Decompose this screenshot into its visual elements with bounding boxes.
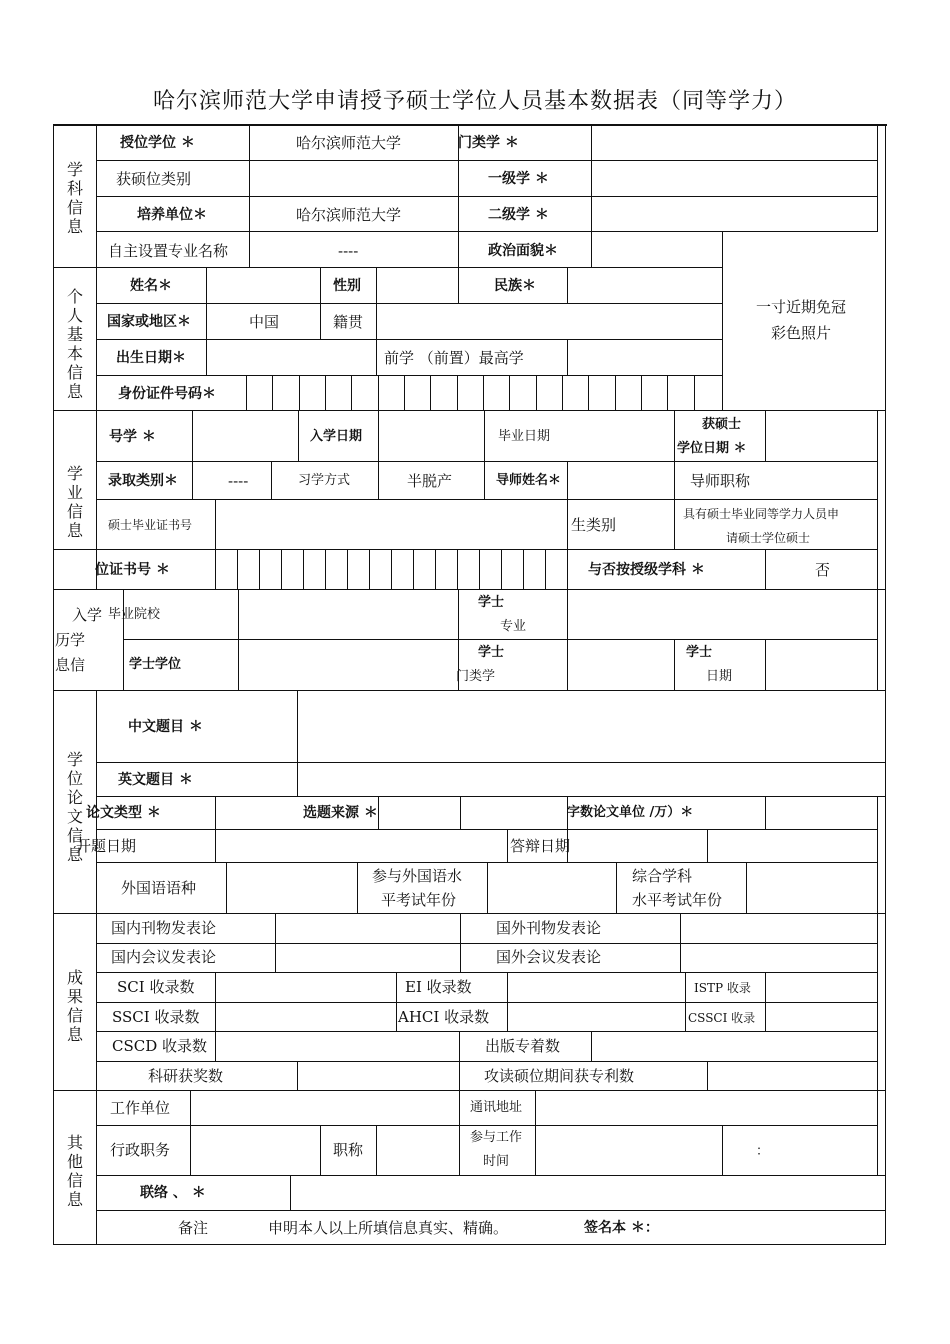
address-label: 通讯地址 [470,1100,523,1115]
photo-placeholder[interactable] [724,294,878,346]
admission-type-value: ---- [228,472,249,490]
work-unit-label: 工作单位 [110,1099,171,1117]
bachelor-degree-label: 学士学位 [129,657,182,672]
books-count-label: 出版专着数 [485,1037,561,1055]
section-edu-line1: 入学 [72,606,103,624]
study-mode-value: 半脱产 [407,472,453,490]
domestic-journal-label: 国内刊物发表论 [111,919,217,937]
section-other-info: 其他信息 [66,1133,83,1209]
foreign-journal-label: 国外刊物发表论 [496,919,602,937]
name-label: 姓名＊ [130,278,172,294]
training-unit-value: 哈尔滨师范大学 [296,206,402,224]
self-major-label: 自主设置专业名称 [108,242,229,260]
subject-exam-label1: 综合学科 [632,867,693,885]
student-type-label: 生类别 [571,516,617,534]
prior-education-label: 前学 （前置）最高学 [384,349,524,367]
by-first-level-value: 否 [815,561,831,579]
training-unit-label: 培养单位＊ [137,207,207,223]
subject-exam-label2: 水平考试年份 [632,891,723,909]
advisor-name-label: 导师姓名＊ [496,473,562,488]
bachelor-major-label1: 学士 [478,595,505,610]
work-time-label2: 时间 [483,1154,510,1169]
section-edu-line3: 息信 [55,656,86,674]
birth-date-label: 出生日期＊ [116,350,186,366]
bachelor-date-label2: 日期 [706,669,733,684]
job-title-label: 职称 [333,1141,364,1159]
student-no-label: 号学 ＊ [109,429,156,445]
cssci-count-label: CSSCI 收录 [688,1011,756,1025]
admin-position-label: 行政职务 [110,1141,171,1159]
signature-label: 签名本 ＊： [584,1220,659,1236]
study-mode-label: 习学方式 [298,473,351,488]
work-time-label1: 参与工作 [470,1130,523,1145]
degree-certificate-label: 位证书号 ＊ [95,562,170,578]
second-level-label: 二级学 ＊ [488,207,549,223]
student-type-value1: 具有硕士毕业同等学力人员申 [683,507,840,521]
id-number-label: 身份证件号码＊ [118,386,216,402]
student-type-value2: 请硕士学位硕士 [726,531,811,545]
award-date-label1: 获硕士 [702,417,742,432]
grad-school-label: 毕业院校 [108,607,161,622]
native-place-label: 籍贯 [333,313,364,331]
page-title: 哈尔滨师范大学申请授予硕士学位人员基本数据表（同等学力） [152,89,797,114]
admission-type-label: 录取类别＊ [108,473,178,489]
pledge-text: 申明本人以上所填信息真实、精确。 [268,1219,509,1237]
topic-source-label: 选题来源 ＊ [303,805,378,821]
photo-line1: 一寸近期免冠 [755,298,846,316]
bachelor-category-label1: 学士 [478,645,505,660]
remark-label: 备注 [178,1219,209,1237]
thesis-type-label: 论文类型 ＊ [86,805,161,821]
bachelor-category-label2: 门类学 [456,669,496,684]
patent-count-label: 攻读硕位期间获专利数 [484,1067,635,1085]
country-label: 国家或地区＊ [107,314,191,330]
sci-count-label: SCI 收录数 [117,978,195,996]
colon-mark: ： [756,1144,770,1159]
photo-line2: 彩色照片 [770,324,831,342]
defense-date-label: 答辩日期 [510,837,571,855]
ssci-count-label: SSCI 收录数 [112,1008,200,1026]
lang-exam-label1: 参与外国语水 [372,867,463,885]
domestic-conference-label: 国内会议发表论 [111,948,217,966]
category-label: 门类学 ＊ [458,135,519,151]
bachelor-date-label1: 学士 [686,645,713,660]
foreign-language-label: 外国语语种 [121,879,197,897]
word-count-label: 字数论文单位 /万）＊ [567,805,694,820]
by-first-level-label: 与否按授级学科 ＊ [588,562,705,578]
section-subject-info: 学科信息 [66,160,83,236]
section-thesis-info: 学位论文信息 [66,750,83,864]
section-edu-line2: 历学 [55,631,86,649]
ahci-count-label: AHCI 收录数 [398,1008,490,1026]
grant-unit-value: 哈尔滨师范大学 [296,134,402,152]
degree-type-label: 获硕位类别 [116,170,192,188]
political-label: 政治面貌＊ [488,243,558,259]
cscd-count-label: CSCD 收录数 [112,1037,208,1055]
section-personal-info: 个人基本信息 [66,287,83,401]
advisor-title-label: 导师职称 [690,472,751,490]
contact-label: 联络 、 ＊ [140,1185,206,1201]
foreign-conference-label: 国外会议发表论 [496,948,602,966]
research-award-label: 科研获奖数 [148,1067,224,1085]
certificate-no-label: 硕士毕业证书号 [108,518,193,532]
award-date-label2: 学位日期 ＊ [677,441,747,456]
section-study-info: 学业信息 [66,464,83,540]
gender-label: 性别 [333,278,361,294]
ethnicity-label: 民族＊ [494,278,536,294]
self-major-value: ---- [338,242,359,260]
enroll-date-label: 入学日期 [310,429,363,444]
grant-unit-label: 授位学位 ＊ [120,135,195,151]
graduate-date-label: 毕业日期 [498,429,551,444]
istp-count-label: ISTP 收录 [694,981,751,995]
section-achievement-info: 成果信息 [66,968,83,1044]
thesis-en-title-label: 英文题目 ＊ [118,772,193,788]
bachelor-major-label2: 专业 [500,619,527,634]
ei-count-label: EI 收录数 [405,978,472,996]
first-level-label: 一级学 ＊ [488,171,549,187]
country-value: 中国 [249,313,280,331]
lang-exam-label2: 平考试年份 [381,891,457,909]
start-date-label: 开题日期 [76,837,137,855]
thesis-cn-title-label: 中文题目 ＊ [128,719,203,735]
